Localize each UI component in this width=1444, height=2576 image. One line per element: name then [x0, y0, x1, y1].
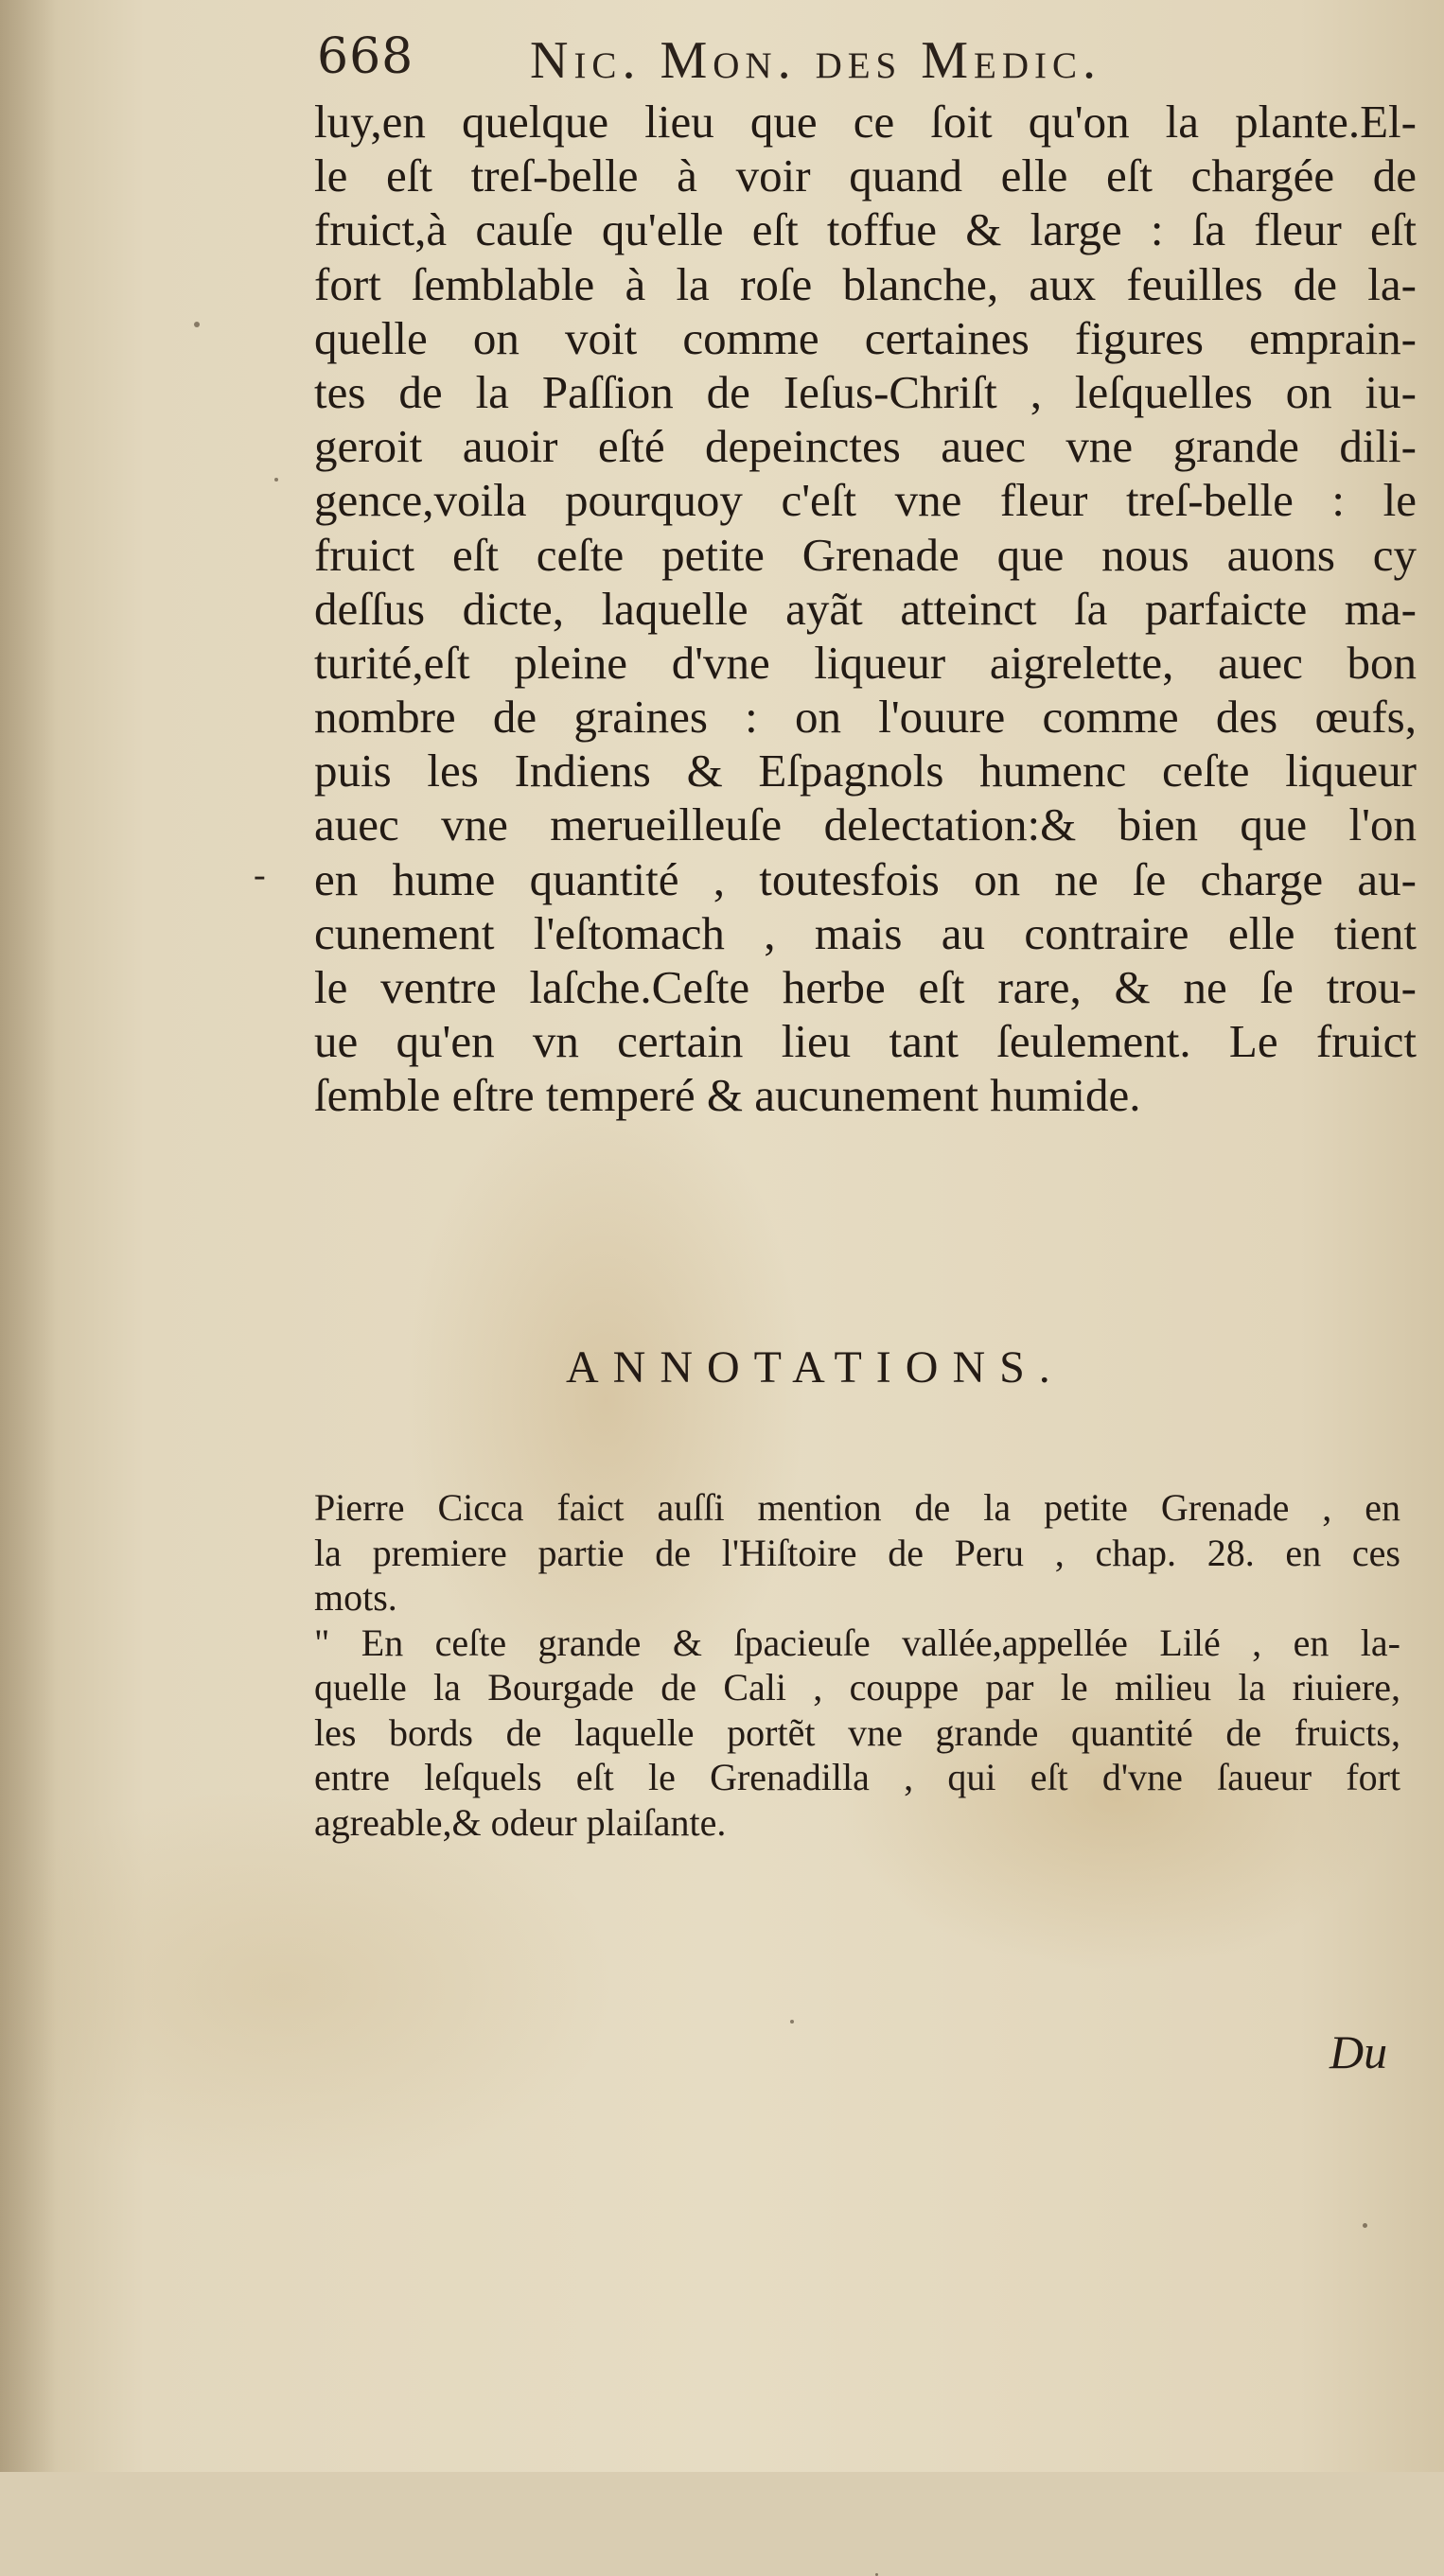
text-line: puis les Indiens & Eſpagnols humenc ceſte liqueur	[314, 745, 1417, 797]
annotation-text-block	[314, 1485, 1400, 1845]
text-line: geroit auoir eſté depeinctes auec vne grande dili-	[314, 420, 1417, 473]
text-line: fruict,à cauſe qu'elle eſt toffue & large : ſa fleur eſt	[314, 203, 1417, 256]
paper-speck	[194, 322, 200, 327]
paper-speck	[274, 478, 278, 482]
running-head: Nic. Mon. des Medic.	[530, 31, 1102, 90]
text-line: en hume quantité , toutesfois on ne ſe charge au-	[314, 852, 1417, 905]
annotation-line: Pierre Cicca faict auſſi mention de la petite Grenade , en	[314, 1486, 1400, 1529]
paper-speck	[1363, 2223, 1367, 2228]
annotation-line: les bords de laquelle portẽt vne grande quantité de fruicts,	[314, 1710, 1400, 1754]
text-line: auec vne merueilleuſe delectation:& bien que l'on	[314, 798, 1417, 851]
page-number: 668	[317, 28, 414, 85]
annotation-line: " En ceſte grande & ſpacieuſe vallée,appellée Lilé , en la-	[314, 1621, 1400, 1664]
annotation-line: la premiere partie de l'Hiſtoire de Peru , chap. 28. en ces	[314, 1531, 1400, 1574]
annotation-line: mots.	[314, 1576, 397, 1619]
annotation-line: entre leſquels eſt le Grenadilla , qui eſt d'vne ſaueur fort	[314, 1756, 1400, 1798]
text-line: tes de la Paſſion de Ieſus-Chriſt , leſquelles on iu-	[314, 365, 1417, 418]
paper-speck	[790, 2020, 794, 2024]
text-line: luy,en quelque lieu que ce ſoit qu'on la plante.El-	[314, 96, 1417, 148]
page-header	[317, 28, 1273, 95]
text-line: ſemble eſtre temperé & aucunement humide.	[314, 1069, 1141, 1122]
main-text-block	[314, 95, 1417, 1123]
text-line: le ventre laſche.Ceſte herbe eſt rare, & ne ſe trou-	[314, 961, 1417, 1013]
text-line: fort ſemblable à la roſe blanche, aux feuilles de la-	[314, 257, 1417, 310]
text-line: quelle on voit comme certaines figures emprain-	[314, 311, 1417, 364]
annotation-line: agreable,& odeur plaiſante.	[314, 1800, 727, 1844]
annotation-line: quelle la Bourgade de Cali , couppe par le milieu la riuiere,	[314, 1666, 1400, 1709]
text-line: cunement l'eſtomach , mais au contraire elle tient	[314, 906, 1417, 959]
text-line: le eſt treſ-belle à voir quand elle eſt chargée de	[314, 149, 1417, 202]
margin-mark: -	[254, 855, 266, 895]
text-line: deſſus dicte, laquelle ayãt atteinct ſa parfaicte ma-	[314, 582, 1417, 635]
catchword: Du	[1330, 2025, 1388, 2078]
section-title: ANNOTATIONS.	[566, 1342, 1065, 1393]
text-line: gence,voila pourquoy c'eſt vne fleur treſ-belle : le	[314, 474, 1417, 527]
text-line: ue qu'en vn certain lieu tant ſeulement. Le fruict	[314, 1015, 1417, 1068]
text-line: nombre de graines : on l'ouure comme des œufs,	[314, 691, 1417, 744]
text-line: turité,eſt pleine d'vne liqueur aigrelette, auec bon	[314, 636, 1417, 689]
spine-shadow	[0, 0, 57, 2472]
text-line: fruict eſt ceſte petite Grenade que nous auons cy	[314, 528, 1417, 581]
